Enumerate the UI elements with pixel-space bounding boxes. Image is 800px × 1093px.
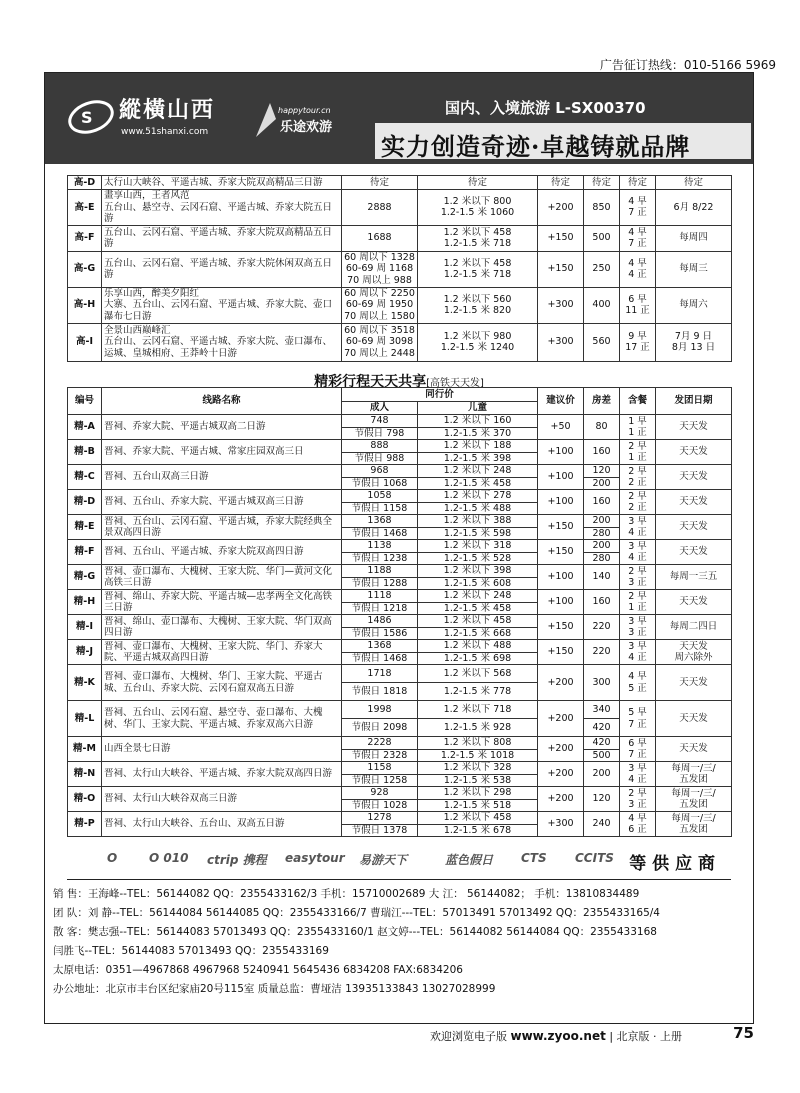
depart-date: 每周一三五 xyxy=(656,565,732,590)
header-peer-price: 同行价 xyxy=(342,388,538,402)
depart-date: 每周二四日 xyxy=(656,615,732,640)
child-price-under-1-2m: 1.2 米以下 398 xyxy=(418,565,538,578)
child-price-under-1-2m: 1.2 米以下 160 xyxy=(418,415,538,428)
tour-price: 60 周以下 2250 60-69 周 1950 70 周以上 1580 xyxy=(342,287,418,323)
table-row xyxy=(68,615,732,628)
room-diff-alt: 200 xyxy=(584,477,620,490)
svg-text:S: S xyxy=(81,108,93,127)
contact-info xyxy=(53,885,749,999)
table-row xyxy=(68,812,732,825)
child-price-1-2-to-1-5m: 1.2-1.5 米 678 xyxy=(418,824,538,837)
suggested-price: +200 xyxy=(538,665,584,701)
adult-price: 748 xyxy=(342,415,418,428)
tour-price: 2888 xyxy=(342,190,418,226)
header-depart-date: 发团日期 xyxy=(656,388,732,415)
room-diff: 200 xyxy=(584,515,620,528)
banner xyxy=(45,73,753,164)
suggested-price: +150 xyxy=(538,615,584,640)
tour-id: 精-K xyxy=(68,665,102,701)
adult-price: 1998 xyxy=(342,701,418,719)
partner-logo-icon xyxy=(250,97,340,141)
child-price-under-1-2m: 1.2 米以下 248 xyxy=(418,465,538,478)
meals: 4 早 5 正 xyxy=(620,665,656,701)
table-row xyxy=(68,540,732,553)
tour-id: 高-H xyxy=(68,287,102,323)
table-row xyxy=(68,701,732,719)
contact-address: 办公地址：北京市丰台区纪家庙20号115室 质量总监：曹垭洁 13935133843 13027028999 xyxy=(53,983,496,995)
adult-price: 1368 xyxy=(342,515,418,528)
child-price-under-1-2m: 1.2 米以下 388 xyxy=(418,515,538,528)
depart-date: 天天发 xyxy=(656,440,732,465)
table-row xyxy=(68,737,732,750)
header-name: 线路名称 xyxy=(102,388,342,415)
meals: 3 早 4 正 xyxy=(620,540,656,565)
holiday-adult-price: 节假日 2098 xyxy=(342,719,418,737)
child-price-1-2-to-1-5m: 1.2-1.5 米 928 xyxy=(418,719,538,737)
suggested-price: +300 xyxy=(538,287,584,323)
child-price-1-2-to-1-5m: 1.2-1.5 米 518 xyxy=(418,799,538,812)
tour-price: 60 周以下 3518 60-69 周 3098 70 周以上 2448 xyxy=(342,323,418,361)
adult-price: 2228 xyxy=(342,737,418,750)
child-price-1-2-to-1-5m: 1.2-1.5 米 598 xyxy=(418,527,538,540)
adult-price: 1188 xyxy=(342,565,418,578)
adult-price: 1486 xyxy=(342,615,418,628)
tour-id: 精-M xyxy=(68,737,102,762)
child-price-1-2-to-1-5m: 1.2-1.5 米 398 xyxy=(418,452,538,465)
tour-name: 太行山大峡谷、平遥古城、乔家大院双高精品三日游 xyxy=(102,176,342,190)
depart-date: 6月 8/22 xyxy=(656,190,732,226)
tour-name: 五台山、云冈石窟、平遥古城、乔家大院休闲双高五日游 xyxy=(102,251,342,287)
meals: 4 早 7 正 xyxy=(620,190,656,226)
adult-price: 1118 xyxy=(342,590,418,603)
header-adult: 成人 xyxy=(342,402,418,415)
partner-logo-ccits: CCITS xyxy=(575,851,614,865)
header-child: 儿童 xyxy=(418,402,538,415)
depart-date: 天天发 xyxy=(656,665,732,701)
table-row xyxy=(68,287,732,323)
swirl-logo-icon xyxy=(67,93,115,141)
tour-name: 畫享山西，王者风范 五台山、悬空寺、云冈石窟、平遥古城、乔家大院五日游 xyxy=(102,190,342,226)
suggested-price: +150 xyxy=(538,540,584,565)
room-diff: 200 xyxy=(584,540,620,553)
meals: 待定 xyxy=(620,176,656,190)
adult-price: 1158 xyxy=(342,762,418,775)
tour-name: 晋祠、乔家大院、平遥古城双高二日游 xyxy=(102,415,342,440)
meals: 4 早 7 正 xyxy=(620,225,656,251)
table-row xyxy=(68,415,732,428)
footer-text: 欢迎浏览电子版 xyxy=(430,1030,507,1043)
ad-hotline: 广告征订热线：010-5166 5969 xyxy=(599,58,776,72)
table-row xyxy=(68,490,732,503)
holiday-adult-price: 节假日 988 xyxy=(342,452,418,465)
adult-price: 968 xyxy=(342,465,418,478)
room-diff: 220 xyxy=(584,640,620,665)
child-price-under-1-2m: 1.2 米以下 568 xyxy=(418,665,538,683)
meals: 1 早 1 正 xyxy=(620,415,656,440)
child-price-under-1-2m: 1.2 米以下 328 xyxy=(418,762,538,775)
logo-title: 縱橫山西 xyxy=(119,98,216,123)
room-diff: 240 xyxy=(584,812,620,837)
partner-logo-1: O xyxy=(107,851,118,865)
room-diff: 160 xyxy=(584,490,620,515)
child-price-under-1-2m: 1.2 米以下 458 xyxy=(418,812,538,825)
adult-price: 1278 xyxy=(342,812,418,825)
child-price-1-2-to-1-5m: 1.2-1.5 米 608 xyxy=(418,577,538,590)
adult-price: 1368 xyxy=(342,640,418,653)
holiday-adult-price: 节假日 1468 xyxy=(342,527,418,540)
tour-id: 精-G xyxy=(68,565,102,590)
meals: 5 早 7 正 xyxy=(620,701,656,737)
depart-date: 天天发 xyxy=(656,590,732,615)
child-price-under-1-2m: 1.2 米以下 488 xyxy=(418,640,538,653)
holiday-adult-price: 节假日 1258 xyxy=(342,774,418,787)
child-price-1-2-to-1-5m: 1.2-1.5 米 528 xyxy=(418,552,538,565)
child-price-under-1-2m: 1.2 米以下 278 xyxy=(418,490,538,503)
room-diff: 80 xyxy=(584,415,620,440)
svg-text:乐途欢游: 乐途欢游 xyxy=(280,120,333,135)
child-price-under-1-2m: 1.2 米以下 718 xyxy=(418,701,538,719)
child-price: 待定 xyxy=(418,176,538,190)
suggested-price: +150 xyxy=(538,225,584,251)
depart-date: 天天发 xyxy=(656,515,732,540)
table-row xyxy=(68,176,732,190)
tour-name: 晋祠、乔家大院、平遥古城、常家庄园双高三日 xyxy=(102,440,342,465)
tour-id: 高-G xyxy=(68,251,102,287)
room-diff: 500 xyxy=(584,225,620,251)
partner-logos xyxy=(67,843,731,880)
meals: 3 早 4 正 xyxy=(620,515,656,540)
depart-date: 7月 9 日 8月 13 日 xyxy=(656,323,732,361)
table-row xyxy=(68,565,732,578)
table-row xyxy=(68,440,732,453)
contact-team: 团 队：刘 静--TEL：56144084 56144085 QQ：2355433166/7 曹瑞江---TEL：57013491 57013492 QQ：2355433165/4 xyxy=(53,907,660,919)
meals: 2 早 1 正 xyxy=(620,590,656,615)
room-diff: 420 xyxy=(584,737,620,750)
table-row xyxy=(68,762,732,775)
room-diff-alt: 280 xyxy=(584,552,620,565)
header-suggested: 建议价 xyxy=(538,388,584,415)
meals: 3 早 4 正 xyxy=(620,762,656,787)
child-price-under-1-2m: 1.2 米以下 248 xyxy=(418,590,538,603)
child-price-1-2-to-1-5m: 1.2-1.5 米 698 xyxy=(418,652,538,665)
depart-date: 每周一/三/ 五发团 xyxy=(656,762,732,787)
contact-taiyuan: 太原电话：0351—4967868 4967968 5240941 5645436 6834208 FAX:6834206 xyxy=(53,964,463,976)
room-diff: 250 xyxy=(584,251,620,287)
suggested-price: +200 xyxy=(538,787,584,812)
brand-logo xyxy=(65,87,235,149)
child-price-under-1-2m: 1.2 米以下 298 xyxy=(418,787,538,800)
child-price: 1.2 米以下 560 1.2-1.5 米 820 xyxy=(418,287,538,323)
tour-name: 晋祠、壶口瀑布、大槐树、王家大院、华门、乔家大院、平遥古城双高四日游 xyxy=(102,640,342,665)
table-row xyxy=(68,323,732,361)
holiday-adult-price: 节假日 1028 xyxy=(342,799,418,812)
holiday-adult-price: 节假日 1158 xyxy=(342,502,418,515)
tour-name: 晋祠、太行山大峡谷、五台山、双高五日游 xyxy=(102,812,342,837)
tour-id: 精-A xyxy=(68,415,102,440)
child-price: 1.2 米以下 458 1.2-1.5 米 718 xyxy=(418,251,538,287)
child-price-under-1-2m: 1.2 米以下 458 xyxy=(418,615,538,628)
child-price: 1.2 米以下 458 1.2-1.5 米 718 xyxy=(418,225,538,251)
tour-name: 晋祠、太行山大峡谷双高三日游 xyxy=(102,787,342,812)
tour-name: 晋祠、五台山、云冈石窟、悬空寺、壶口瀑布、大槐树、华门、王家大院、平遥古城、乔家双高六日游 xyxy=(102,701,342,737)
high-speed-tours-table xyxy=(67,175,732,362)
holiday-adult-price: 节假日 1378 xyxy=(342,824,418,837)
footer-edition: | 北京版 · 上册 xyxy=(609,1030,683,1043)
tour-id: 精-E xyxy=(68,515,102,540)
depart-date: 每周一/三/ 五发团 xyxy=(656,812,732,837)
room-diff: 850 xyxy=(584,190,620,226)
child-price: 1.2 米以下 980 1.2-1.5 米 1240 xyxy=(418,323,538,361)
suggested-price: +200 xyxy=(538,190,584,226)
room-diff: 560 xyxy=(584,323,620,361)
adult-price: 888 xyxy=(342,440,418,453)
holiday-adult-price: 节假日 1288 xyxy=(342,577,418,590)
adult-price: 1718 xyxy=(342,665,418,683)
logo-url: www.51shanxi.com xyxy=(121,127,209,137)
suggested-price: +200 xyxy=(538,701,584,737)
suggested-price: +100 xyxy=(538,440,584,465)
child-price: 1.2 米以下 800 1.2-1.5 米 1060 xyxy=(418,190,538,226)
suggested-price: +50 xyxy=(538,415,584,440)
depart-date: 天天发 xyxy=(656,701,732,737)
tour-id: 精-I xyxy=(68,615,102,640)
holiday-adult-price: 节假日 1818 xyxy=(342,683,418,701)
ad-frame xyxy=(44,72,754,1024)
partner-logo-ctrip: ctrip 携程 xyxy=(207,853,267,867)
table-row xyxy=(68,190,732,226)
tour-id: 精-N xyxy=(68,762,102,787)
tour-name: 晋祠、太行山大峡谷、平遥古城、乔家大院双高四日游 xyxy=(102,762,342,787)
holiday-adult-price: 节假日 1238 xyxy=(342,552,418,565)
child-price-1-2-to-1-5m: 1.2-1.5 米 458 xyxy=(418,477,538,490)
suggested-price: +300 xyxy=(538,812,584,837)
meals: 9 早 17 正 xyxy=(620,323,656,361)
meals: 6 早 7 正 xyxy=(620,737,656,762)
contact-individual: 散 客：樊志强--TEL：56144083 57013493 QQ：2355433160/1 赵文婷---TEL：56144082 56144084 QQ：2355433168 xyxy=(53,926,657,938)
tour-id: 精-J xyxy=(68,640,102,665)
tour-name: 晋祠、五台山、平遥古城、乔家大院双高四日游 xyxy=(102,540,342,565)
tour-name: 晋祠、绵山、壶口瀑布、大槐树、王家大院、华门双高四日游 xyxy=(102,615,342,640)
tour-price: 1688 xyxy=(342,225,418,251)
meals: 2 早 2 正 xyxy=(620,465,656,490)
child-price-1-2-to-1-5m: 1.2-1.5 米 538 xyxy=(418,774,538,787)
holiday-adult-price: 节假日 2328 xyxy=(342,749,418,762)
room-diff: 140 xyxy=(584,565,620,590)
tour-name: 晋祠、五台山、云冈石窟、平遥古城，乔家大院经典全景双高四日游 xyxy=(102,515,342,540)
tour-name: 全景山西巅峰汇 五台山、云冈石窟、平遥古城、乔家大院、壶口瀑布、运城、皇城相府、王莽岭十日游 xyxy=(102,323,342,361)
tour-id: 高-F xyxy=(68,225,102,251)
room-diff: 160 xyxy=(584,440,620,465)
tour-name: 晋祠、五台山双高三日游 xyxy=(102,465,342,490)
table-row xyxy=(68,251,732,287)
meals: 2 早 3 正 xyxy=(620,565,656,590)
meals: 4 早 6 正 xyxy=(620,812,656,837)
depart-date: 天天发 xyxy=(656,737,732,762)
slogan: 实力创造奇迹·卓越铸就品牌 xyxy=(381,132,691,161)
child-price-1-2-to-1-5m: 1.2-1.5 米 1018 xyxy=(418,749,538,762)
room-diff: 200 xyxy=(584,762,620,787)
table-row xyxy=(68,787,732,800)
holiday-adult-price: 节假日 1218 xyxy=(342,602,418,615)
suggested-price: +100 xyxy=(538,490,584,515)
tour-name: 山西全景七日游 xyxy=(102,737,342,762)
holiday-adult-price: 节假日 1586 xyxy=(342,627,418,640)
room-diff-alt: 500 xyxy=(584,749,620,762)
child-price-1-2-to-1-5m: 1.2-1.5 米 370 xyxy=(418,427,538,440)
suggested-price: +150 xyxy=(538,515,584,540)
section-subtitle: [高铁天天发] xyxy=(426,378,484,389)
tour-id: 精-O xyxy=(68,787,102,812)
table-row xyxy=(68,465,732,478)
meals: 2 早 2 正 xyxy=(620,490,656,515)
meals: 3 早 3 正 xyxy=(620,615,656,640)
meals: 4 早 4 正 xyxy=(620,251,656,287)
suggested-price: 待定 xyxy=(538,176,584,190)
child-price-1-2-to-1-5m: 1.2-1.5 米 778 xyxy=(418,683,538,701)
room-diff: 待定 xyxy=(584,176,620,190)
suggested-price: +100 xyxy=(538,565,584,590)
child-price-1-2-to-1-5m: 1.2-1.5 米 668 xyxy=(418,627,538,640)
room-diff: 120 xyxy=(584,787,620,812)
room-diff: 300 xyxy=(584,665,620,701)
tour-name: 五台山、云冈石窟、平遥古城、乔家大院双高精品五日游 xyxy=(102,225,342,251)
child-price-1-2-to-1-5m: 1.2-1.5 米 458 xyxy=(418,602,538,615)
suggested-price: +200 xyxy=(538,737,584,762)
room-diff: 160 xyxy=(584,590,620,615)
header-id: 编号 xyxy=(68,388,102,415)
adult-price: 1058 xyxy=(342,490,418,503)
tour-id: 精-D xyxy=(68,490,102,515)
section-title-main: 精彩行程天天共享 xyxy=(314,374,427,390)
room-diff: 340 xyxy=(584,701,620,719)
tour-name: 晋祠、壶口瀑布、大槐树、王家大院、华门—黄河文化高铁三日游 xyxy=(102,565,342,590)
holiday-adult-price: 节假日 798 xyxy=(342,427,418,440)
child-price-under-1-2m: 1.2 米以下 188 xyxy=(418,440,538,453)
footer xyxy=(430,1028,682,1044)
depart-date: 天天发 周六除外 xyxy=(656,640,732,665)
depart-date: 天天发 xyxy=(656,540,732,565)
room-diff: 120 xyxy=(584,465,620,478)
depart-date: 每周四 xyxy=(656,225,732,251)
tour-id: 精-P xyxy=(68,812,102,837)
meals: 3 早 4 正 xyxy=(620,640,656,665)
meals: 2 早 1 正 xyxy=(620,440,656,465)
tour-price: 待定 xyxy=(342,176,418,190)
depart-date: 天天发 xyxy=(656,415,732,440)
child-price-1-2-to-1-5m: 1.2-1.5 米 488 xyxy=(418,502,538,515)
contact-sales: 销 售：王海峰--TEL：56144082 QQ：2355433162/3 手机：15710002689 大 江： 56144082； 手机：13810834489 xyxy=(53,888,640,900)
partner-logo-blue-holiday: 蓝色假日 xyxy=(445,853,494,867)
tour-name: 晋祠、绵山、乔家大院、平遥古城—忠孝两全文化高铁三日游 xyxy=(102,590,342,615)
tour-id: 高-D xyxy=(68,176,102,190)
footer-site-link[interactable]: www.zyoo.net xyxy=(510,1029,606,1043)
table-row xyxy=(68,515,732,528)
partner-logo-2: O 010 xyxy=(149,851,189,865)
daily-tours-table xyxy=(67,387,732,837)
tour-name: 晋祠、壶口瀑布、大槐树、华门、王家大院、平遥古城、五台山、乔家大院、云冈石窟双高五日游 xyxy=(102,665,342,701)
room-diff-alt: 280 xyxy=(584,527,620,540)
room-diff: 220 xyxy=(584,615,620,640)
page-number: 75 xyxy=(733,1024,754,1042)
suggested-price: +150 xyxy=(538,640,584,665)
partner-logo-yiyou: 易游天下 xyxy=(359,853,408,867)
tour-id: 精-F xyxy=(68,540,102,565)
tour-name: 乐享山西，醉美夕阳红 大寨、五台山、云冈石窟、平遥古城、乔家大院、壶口瀑布七日游 xyxy=(102,287,342,323)
tour-id: 精-C xyxy=(68,465,102,490)
license-code: 国内、入境旅游 L-SX00370 xyxy=(445,99,646,117)
header-meals: 含餐 xyxy=(620,388,656,415)
adult-price: 1138 xyxy=(342,540,418,553)
adult-price: 928 xyxy=(342,787,418,800)
tour-id: 精-H xyxy=(68,590,102,615)
header-room-diff: 房差 xyxy=(584,388,620,415)
contact-individual-2: 闫胜飞--TEL：56144083 57013493 QQ：2355433169 xyxy=(53,945,329,957)
partner-logo-easytour: easytour xyxy=(285,851,345,865)
child-price-under-1-2m: 1.2 米以下 808 xyxy=(418,737,538,750)
suggested-price: +200 xyxy=(538,762,584,787)
tour-id: 高-I xyxy=(68,323,102,361)
suggested-price: +150 xyxy=(538,251,584,287)
suggested-price: +100 xyxy=(538,465,584,490)
depart-date: 待定 xyxy=(656,176,732,190)
tour-id: 精-B xyxy=(68,440,102,465)
partner-logo-cts: CTS xyxy=(521,851,547,865)
table-row xyxy=(68,590,732,603)
table-row xyxy=(68,225,732,251)
depart-date: 每周六 xyxy=(656,287,732,323)
depart-date: 每周一/三/ 五发团 xyxy=(656,787,732,812)
suggested-price: +100 xyxy=(538,590,584,615)
meals: 6 早 11 正 xyxy=(620,287,656,323)
tour-id: 精-L xyxy=(68,701,102,737)
tour-name: 晋祠、五台山、乔家大院、平遥古城双高三日游 xyxy=(102,490,342,515)
room-diff-alt: 420 xyxy=(584,719,620,737)
table-row xyxy=(68,640,732,653)
depart-date: 每周三 xyxy=(656,251,732,287)
room-diff: 400 xyxy=(584,287,620,323)
tour-price: 60 周以下 1328 60-69 周 1168 70 周以上 988 xyxy=(342,251,418,287)
supplier-label: 等 供 应 商 xyxy=(629,854,715,874)
tour-id: 高-E xyxy=(68,190,102,226)
svg-text:happytour.cn: happytour.cn xyxy=(278,106,331,115)
table-row xyxy=(68,665,732,683)
depart-date: 天天发 xyxy=(656,465,732,490)
holiday-adult-price: 节假日 1468 xyxy=(342,652,418,665)
child-price-under-1-2m: 1.2 米以下 318 xyxy=(418,540,538,553)
depart-date: 天天发 xyxy=(656,490,732,515)
holiday-adult-price: 节假日 1068 xyxy=(342,477,418,490)
meals: 2 早 3 正 xyxy=(620,787,656,812)
suggested-price: +300 xyxy=(538,323,584,361)
